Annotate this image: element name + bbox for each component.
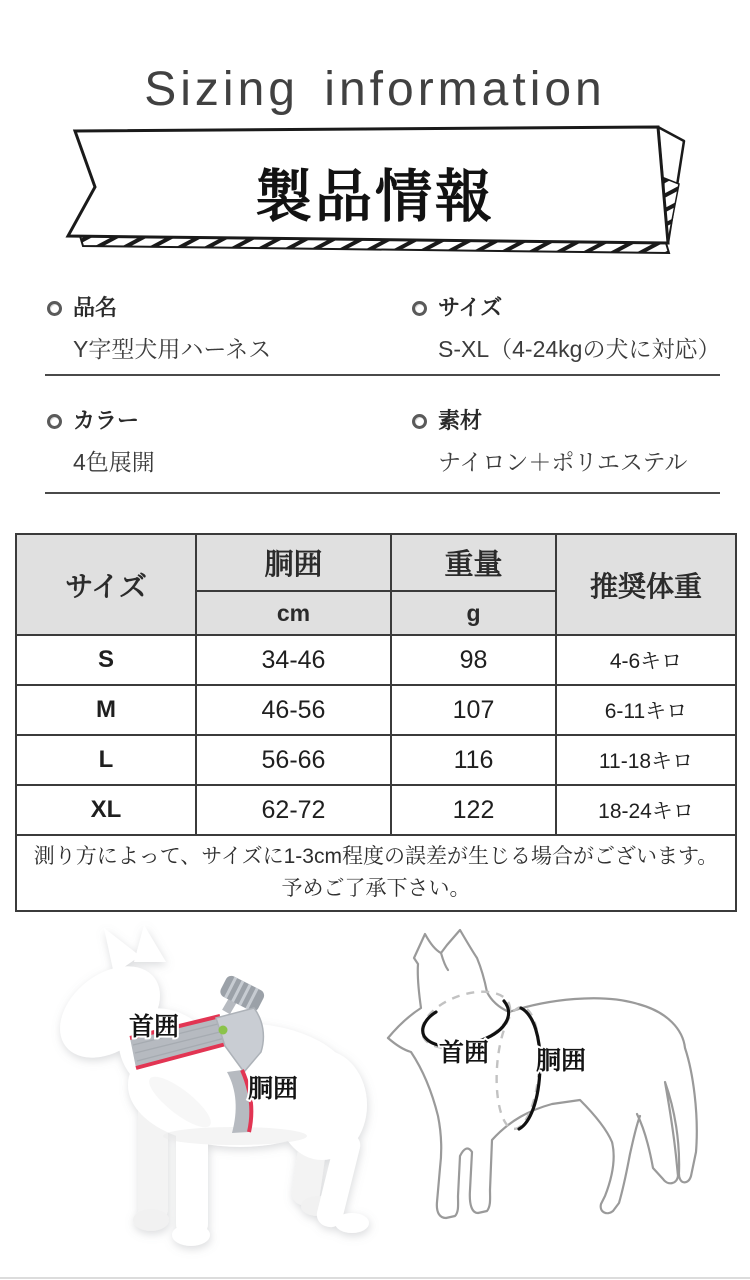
detail-value: 4色展開 bbox=[73, 449, 155, 475]
ring-bullet-icon bbox=[47, 414, 62, 429]
section-divider bbox=[0, 1277, 750, 1279]
col-unit-g: g bbox=[391, 591, 556, 635]
cell-weight: 122 bbox=[391, 785, 556, 835]
cell-girth: 46-56 bbox=[196, 685, 391, 735]
col-header-recommended: 推奨体重 bbox=[556, 534, 736, 635]
detail-label: 素材 bbox=[438, 408, 483, 433]
cell-weight: 98 bbox=[391, 635, 556, 685]
chest-girth-label: 胴囲 bbox=[247, 1075, 299, 1103]
detail-label: 品名 bbox=[73, 295, 118, 320]
col-header-size: サイズ bbox=[16, 534, 196, 635]
table-row bbox=[16, 685, 736, 735]
table-row bbox=[16, 735, 736, 785]
detail-value: ナイロン＋ポリエステル bbox=[438, 449, 688, 475]
cell-girth: 62-72 bbox=[196, 785, 391, 835]
col-header-girth: 胴囲 bbox=[196, 534, 391, 591]
col-header-weight: 重量 bbox=[391, 534, 556, 591]
detail-value: Y字型犬用ハーネス bbox=[73, 336, 272, 362]
page-title: Sizing information bbox=[144, 63, 606, 116]
harness-buckle bbox=[219, 1026, 228, 1035]
cell-recommended: 11-18キロ bbox=[556, 735, 736, 785]
mannequin-dog-body bbox=[42, 925, 369, 1246]
table-row bbox=[16, 785, 736, 835]
ribbon-title: 製品情報 bbox=[255, 163, 495, 230]
cell-recommended: 6-11キロ bbox=[556, 685, 736, 735]
neck-girth-label: 首囲 bbox=[128, 1013, 180, 1041]
table-note-row bbox=[16, 835, 736, 911]
detail-label: サイズ bbox=[438, 295, 503, 320]
details-row-2 bbox=[45, 376, 720, 494]
detail-value: S-XL（4-24kgの犬に対応） bbox=[438, 336, 721, 362]
detail-label: カラー bbox=[73, 408, 140, 433]
detail-item-name bbox=[45, 293, 410, 365]
cell-recommended: 4-6キロ bbox=[556, 635, 736, 685]
details-row-1 bbox=[45, 283, 720, 376]
cell-weight: 116 bbox=[391, 735, 556, 785]
detail-item-material bbox=[410, 406, 720, 478]
cell-weight: 107 bbox=[391, 685, 556, 735]
outline-dog-measurement-svg bbox=[380, 920, 735, 1280]
cell-girth: 56-66 bbox=[196, 735, 391, 785]
table-row bbox=[16, 635, 736, 685]
ring-bullet-icon bbox=[412, 301, 427, 316]
cell-size: S bbox=[16, 635, 196, 685]
mannequin-dog-harness-svg bbox=[30, 920, 380, 1280]
cell-size: M bbox=[16, 685, 196, 735]
neck-girth-label: 首囲 bbox=[438, 1039, 490, 1067]
size-table bbox=[15, 533, 737, 912]
measurement-note bbox=[16, 835, 736, 911]
cell-size: XL bbox=[16, 785, 196, 835]
cell-girth: 34-46 bbox=[196, 635, 391, 685]
product-details bbox=[45, 283, 720, 494]
note-line-2: 予めご了承下さい。 bbox=[281, 877, 471, 900]
ring-bullet-icon bbox=[47, 301, 62, 316]
cell-recommended: 18-24キロ bbox=[556, 785, 736, 835]
detail-item-size bbox=[410, 293, 720, 365]
ring-bullet-icon bbox=[412, 414, 427, 429]
col-unit-cm: cm bbox=[196, 591, 391, 635]
detail-item-color bbox=[45, 406, 410, 478]
measurement-diagram bbox=[0, 920, 750, 1280]
chest-girth-label: 胴囲 bbox=[535, 1047, 587, 1075]
cell-size: L bbox=[16, 735, 196, 785]
note-line-1: 測り方によって、サイズに1-3cm程度の誤差が生じる場合がございます。 bbox=[33, 845, 719, 868]
